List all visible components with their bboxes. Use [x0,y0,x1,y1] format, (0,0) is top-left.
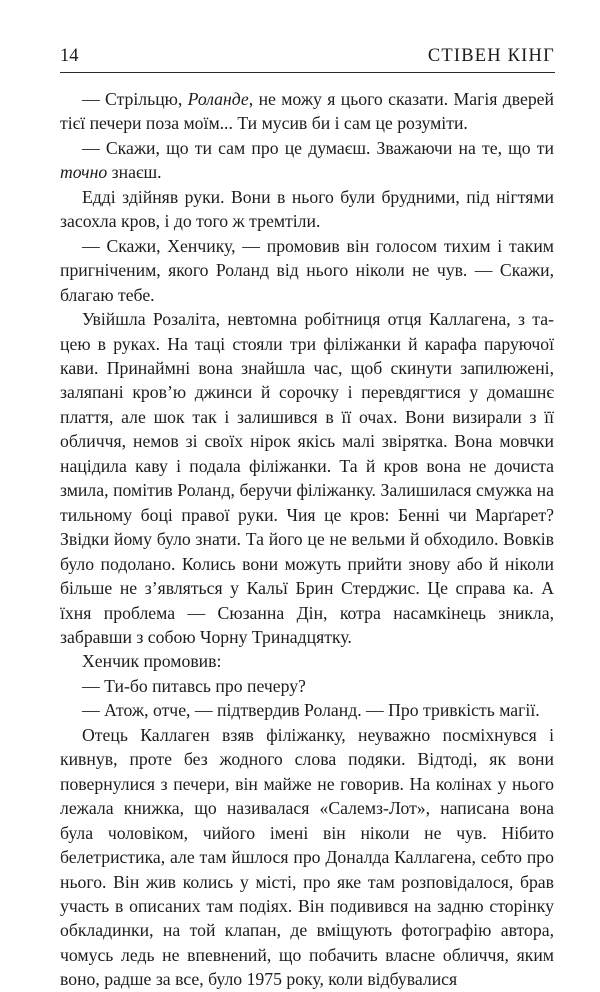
page-number: 14 [60,46,79,66]
italic-text: точно [60,162,108,183]
header-rule [60,72,555,73]
paragraph [60,307,554,649]
text-run: , не можу я цього сказати. Магія дверей тієї печери поза моїм... Ти мусив би і сам це розуміти. [60,89,554,134]
text-run: Едді здійняв руки. Вони в нього були брудними, під нігтями засохла кров, і до того ж тремтіли. [60,186,554,232]
text-run: Хенчик промовив: [82,651,222,672]
paragraph [60,185,554,234]
text-run: — Атож, отче, — підтвердив Роланд. — Про тривкість магії. [82,700,540,721]
paragraph [60,698,554,722]
body-text [60,87,554,992]
paragraph [60,87,554,136]
paragraph [60,136,554,185]
text-run: Отець Каллаген взяв філіжанку, неуважно посміхнувся і кивнув, проте без жодного слова подяки. Відтоді, як вони повернулися з печери, він майже не говорив. На колінах у нього лежала книжка, що називалася «Салемз-Лот», написана вона була чоловіком, чийого імені він ніколи не чув. Нібито белетристика, але там йшлося про Доналда Каллагена, себто про нього. Він жив колись у місті, про яке там розповідалося, брав участь в описаних там подіях. Він подивився на задню сторінку обкладинки, на той клапан, де вміщують фотографію автора, чомусь ледь не впевнений, що побачить власне обличчя, яким воно, радше за все, було 1975 року, коли відбувалися [60,724,554,990]
text-run: — Ти-бо питавсь про печеру? [82,675,306,696]
paragraph [60,234,554,307]
paragraph [60,649,554,673]
paragraph [60,674,554,698]
text-run: знаєш. [107,162,162,183]
text-run: — Скажи, Хенчику, — промовив він голосом тихим і таким пригніченим, якого Роланд від нього ніколи не чув. — Скажи, благаю тебе. [60,235,554,305]
text-run: — Скажи, що ти сам про це думаєш. Зважаючи на те, що ти [82,137,554,158]
text-run: Увійшла Розаліта, невтомна робітниця отця Каллагена, з тацею в руках. На таці стояли три філіжанки й карафа паруючої кави. Принаймні вона знайшла час, щоб скинути запилюжені, заляпані кров’ю джинси й сорочку і перевдягтися у домашнє плаття, але шок так і залишився в її очах. Вони визирали з її обличчя, немов зі своїх нірок якісь малі звірятка. Вона мовчки націдила каву і подала філіжанки. Та й кров вона не дочиста змила, помітив Роланд, беручи філіжанку. Залишилася смужка на тильному боці правої руки. Чия це кров: Бенні чи Марґарет? Звідки йому було знати. Та його це не вельми й обходило. Вовків було подолано. Колись вони можуть прийти знову або й ніколи більше не з’являться у Кальї Брин Стерджис. Це справа ка. А їхня проблема — Сюзанна Дін, котра насамкінець зникла, забравши з собою Чорну Тринадцятку. [60,309,554,647]
paragraph [60,723,554,992]
page-header [60,46,555,70]
running-head: СТІВЕН КІНГ [427,46,555,66]
italic-text: Роланде [187,89,249,109]
text-run: — Стрільцю, [82,89,188,109]
